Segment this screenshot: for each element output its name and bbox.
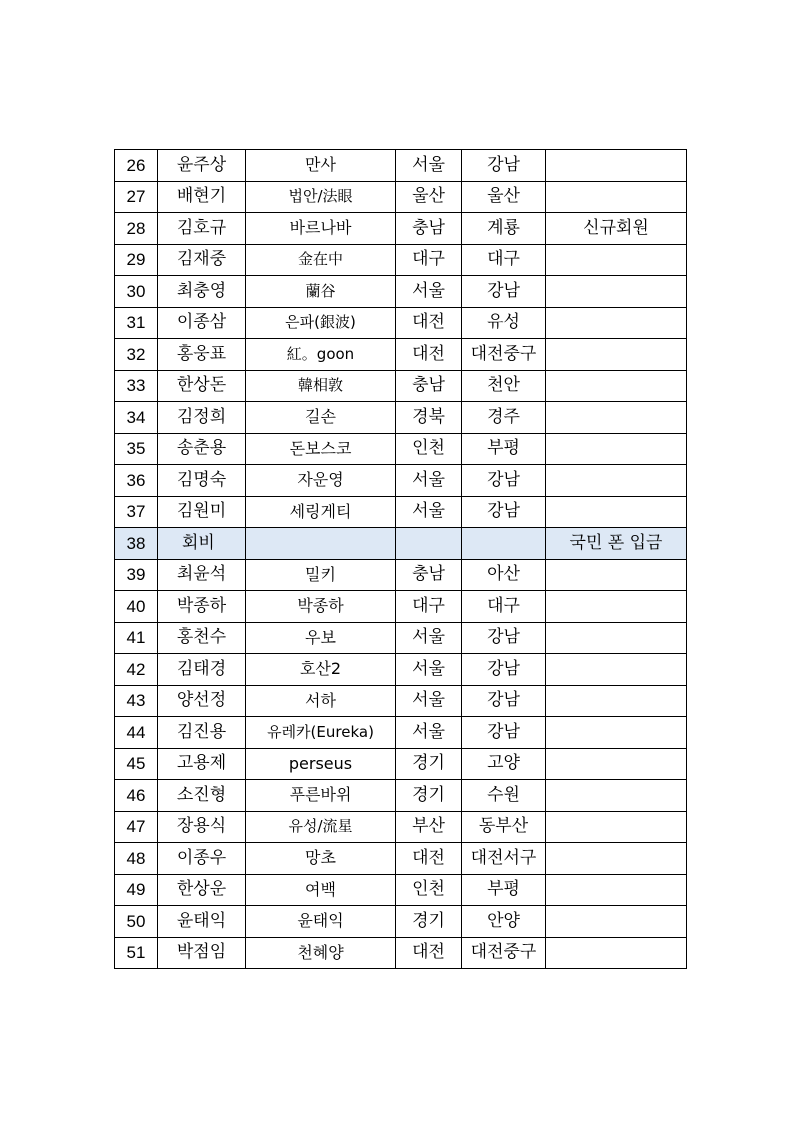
member-nickname-cell: 법안/法眼 (246, 181, 396, 213)
member-number-cell: 29 (115, 244, 158, 276)
member-area-cell: 강남 (462, 150, 546, 182)
member-region-cell: 서울 (396, 276, 462, 308)
member-area-cell: 강남 (462, 685, 546, 717)
table-row (115, 465, 687, 497)
member-number-cell: 43 (115, 685, 158, 717)
member-note-cell (546, 559, 687, 591)
member-name-cell: 윤태익 (158, 906, 246, 938)
member-name-cell: 김재중 (158, 244, 246, 276)
member-note-cell (546, 433, 687, 465)
member-name-cell: 박점임 (158, 937, 246, 969)
table-row (115, 685, 687, 717)
member-number-cell: 51 (115, 937, 158, 969)
member-nickname-cell: 韓相敦 (246, 370, 396, 402)
member-area-cell: 대전중구 (462, 339, 546, 371)
member-area-cell: 수원 (462, 780, 546, 812)
member-area-cell: 안양 (462, 906, 546, 938)
member-region-cell: 경기 (396, 748, 462, 780)
member-name-cell: 양선정 (158, 685, 246, 717)
member-nickname-cell: 여백 (246, 874, 396, 906)
member-region-cell: 대전 (396, 307, 462, 339)
member-nickname-cell: 박종하 (246, 591, 396, 623)
member-table (114, 149, 687, 969)
table-row (115, 622, 687, 654)
member-region-cell: 인천 (396, 874, 462, 906)
table-row (115, 874, 687, 906)
member-name-cell: 배현기 (158, 181, 246, 213)
table-row (115, 654, 687, 686)
table-row (115, 811, 687, 843)
member-nickname-cell: 호산2 (246, 654, 396, 686)
member-nickname-cell (246, 528, 396, 560)
member-note-cell (546, 906, 687, 938)
member-note-cell (546, 244, 687, 276)
member-number-cell: 32 (115, 339, 158, 371)
member-table-body (115, 150, 687, 969)
member-number-cell: 35 (115, 433, 158, 465)
member-name-cell: 김호규 (158, 213, 246, 245)
member-number-cell: 26 (115, 150, 158, 182)
member-region-cell: 울산 (396, 181, 462, 213)
member-region-cell: 서울 (396, 685, 462, 717)
member-area-cell: 경주 (462, 402, 546, 434)
member-name-cell: 회비 (158, 528, 246, 560)
member-note-cell (546, 874, 687, 906)
table-row (115, 906, 687, 938)
table-row (115, 402, 687, 434)
member-name-cell: 윤주상 (158, 150, 246, 182)
table-row (115, 496, 687, 528)
member-name-cell: 최윤석 (158, 559, 246, 591)
member-name-cell: 소진형 (158, 780, 246, 812)
member-region-cell: 경기 (396, 780, 462, 812)
member-area-cell: 부평 (462, 874, 546, 906)
member-note-cell: 신규회원 (546, 213, 687, 245)
table-row (115, 433, 687, 465)
member-area-cell: 대전중구 (462, 937, 546, 969)
member-nickname-cell: 은파(銀波) (246, 307, 396, 339)
member-nickname-cell: 유레카(Eureka) (246, 717, 396, 749)
member-note-cell (546, 654, 687, 686)
member-name-cell: 김명숙 (158, 465, 246, 497)
member-nickname-cell: 천혜양 (246, 937, 396, 969)
member-nickname-cell: perseus (246, 748, 396, 780)
member-name-cell: 최충영 (158, 276, 246, 308)
member-nickname-cell: 金在中 (246, 244, 396, 276)
member-name-cell: 홍천수 (158, 622, 246, 654)
member-number-cell: 34 (115, 402, 158, 434)
member-number-cell: 38 (115, 528, 158, 560)
member-number-cell: 28 (115, 213, 158, 245)
member-name-cell: 이종삼 (158, 307, 246, 339)
member-region-cell: 서울 (396, 654, 462, 686)
member-name-cell: 김태경 (158, 654, 246, 686)
member-number-cell: 36 (115, 465, 158, 497)
member-note-cell (546, 276, 687, 308)
member-number-cell: 48 (115, 843, 158, 875)
member-name-cell: 김정희 (158, 402, 246, 434)
member-note-cell (546, 465, 687, 497)
member-region-cell: 대전 (396, 339, 462, 371)
table-row (115, 339, 687, 371)
member-area-cell: 강남 (462, 465, 546, 497)
member-note-cell (546, 748, 687, 780)
member-number-cell: 30 (115, 276, 158, 308)
member-number-cell: 27 (115, 181, 158, 213)
member-name-cell: 한상돈 (158, 370, 246, 402)
member-nickname-cell: 윤태익 (246, 906, 396, 938)
member-number-cell: 39 (115, 559, 158, 591)
table-row (115, 559, 687, 591)
member-area-cell (462, 528, 546, 560)
member-nickname-cell: 서하 (246, 685, 396, 717)
member-nickname-cell: 우보 (246, 622, 396, 654)
table-row (115, 244, 687, 276)
member-nickname-cell: 망초 (246, 843, 396, 875)
member-number-cell: 41 (115, 622, 158, 654)
member-name-cell: 박종하 (158, 591, 246, 623)
member-note-cell (546, 339, 687, 371)
member-number-cell: 42 (115, 654, 158, 686)
member-name-cell: 고용제 (158, 748, 246, 780)
member-note-cell (546, 150, 687, 182)
member-note-cell (546, 402, 687, 434)
table-row (115, 307, 687, 339)
member-number-cell: 40 (115, 591, 158, 623)
member-number-cell: 47 (115, 811, 158, 843)
member-note-cell (546, 937, 687, 969)
member-note-cell (546, 717, 687, 749)
member-number-cell: 45 (115, 748, 158, 780)
table-row (115, 780, 687, 812)
member-region-cell: 서울 (396, 150, 462, 182)
table-row (115, 591, 687, 623)
member-area-cell: 부평 (462, 433, 546, 465)
member-nickname-cell: 바르나바 (246, 213, 396, 245)
member-area-cell: 유성 (462, 307, 546, 339)
member-region-cell: 부산 (396, 811, 462, 843)
member-number-cell: 44 (115, 717, 158, 749)
table-row (115, 150, 687, 182)
member-number-cell: 33 (115, 370, 158, 402)
member-number-cell: 31 (115, 307, 158, 339)
member-note-cell (546, 181, 687, 213)
member-name-cell: 이종우 (158, 843, 246, 875)
member-region-cell: 경기 (396, 906, 462, 938)
member-region-cell: 대구 (396, 244, 462, 276)
member-note-cell (546, 780, 687, 812)
table-row (115, 937, 687, 969)
member-area-cell: 동부산 (462, 811, 546, 843)
member-area-cell: 고양 (462, 748, 546, 780)
member-region-cell: 대구 (396, 591, 462, 623)
member-note-cell (546, 622, 687, 654)
table-row (115, 748, 687, 780)
member-area-cell: 대구 (462, 591, 546, 623)
table-row (115, 717, 687, 749)
member-region-cell: 서울 (396, 496, 462, 528)
member-area-cell: 강남 (462, 496, 546, 528)
member-name-cell: 장용식 (158, 811, 246, 843)
member-name-cell: 한상운 (158, 874, 246, 906)
member-note-cell (546, 591, 687, 623)
member-area-cell: 강남 (462, 622, 546, 654)
member-number-cell: 46 (115, 780, 158, 812)
member-area-cell: 강남 (462, 276, 546, 308)
member-number-cell: 50 (115, 906, 158, 938)
member-region-cell (396, 528, 462, 560)
member-region-cell: 서울 (396, 465, 462, 497)
member-name-cell: 홍웅표 (158, 339, 246, 371)
table-row (115, 213, 687, 245)
member-nickname-cell: 길손 (246, 402, 396, 434)
member-nickname-cell: 蘭谷 (246, 276, 396, 308)
table-row (115, 370, 687, 402)
member-area-cell: 대구 (462, 244, 546, 276)
member-note-cell: 국민 폰 입금 (546, 528, 687, 560)
member-note-cell (546, 496, 687, 528)
member-area-cell: 계룡 (462, 213, 546, 245)
member-nickname-cell: 세링게티 (246, 496, 396, 528)
member-number-cell: 49 (115, 874, 158, 906)
member-nickname-cell: 紅。goon (246, 339, 396, 371)
table-row (115, 181, 687, 213)
member-name-cell: 송춘용 (158, 433, 246, 465)
member-region-cell: 서울 (396, 717, 462, 749)
table-row (115, 276, 687, 308)
member-note-cell (546, 307, 687, 339)
member-area-cell: 강남 (462, 717, 546, 749)
member-region-cell: 서울 (396, 622, 462, 654)
member-region-cell: 충남 (396, 370, 462, 402)
member-nickname-cell: 푸른바위 (246, 780, 396, 812)
member-area-cell: 강남 (462, 654, 546, 686)
member-region-cell: 충남 (396, 213, 462, 245)
member-nickname-cell: 유성/流星 (246, 811, 396, 843)
member-area-cell: 아산 (462, 559, 546, 591)
member-note-cell (546, 370, 687, 402)
member-note-cell (546, 685, 687, 717)
table-row (115, 843, 687, 875)
member-nickname-cell: 돈보스코 (246, 433, 396, 465)
member-region-cell: 대전 (396, 937, 462, 969)
member-number-cell: 37 (115, 496, 158, 528)
member-note-cell (546, 811, 687, 843)
member-name-cell: 김원미 (158, 496, 246, 528)
member-area-cell: 대전서구 (462, 843, 546, 875)
table-row (115, 528, 687, 560)
member-nickname-cell: 자운영 (246, 465, 396, 497)
member-region-cell: 대전 (396, 843, 462, 875)
member-area-cell: 천안 (462, 370, 546, 402)
member-name-cell: 김진용 (158, 717, 246, 749)
member-region-cell: 인천 (396, 433, 462, 465)
member-nickname-cell: 만사 (246, 150, 396, 182)
member-region-cell: 경북 (396, 402, 462, 434)
member-nickname-cell: 밀키 (246, 559, 396, 591)
member-note-cell (546, 843, 687, 875)
member-area-cell: 울산 (462, 181, 546, 213)
member-region-cell: 충남 (396, 559, 462, 591)
